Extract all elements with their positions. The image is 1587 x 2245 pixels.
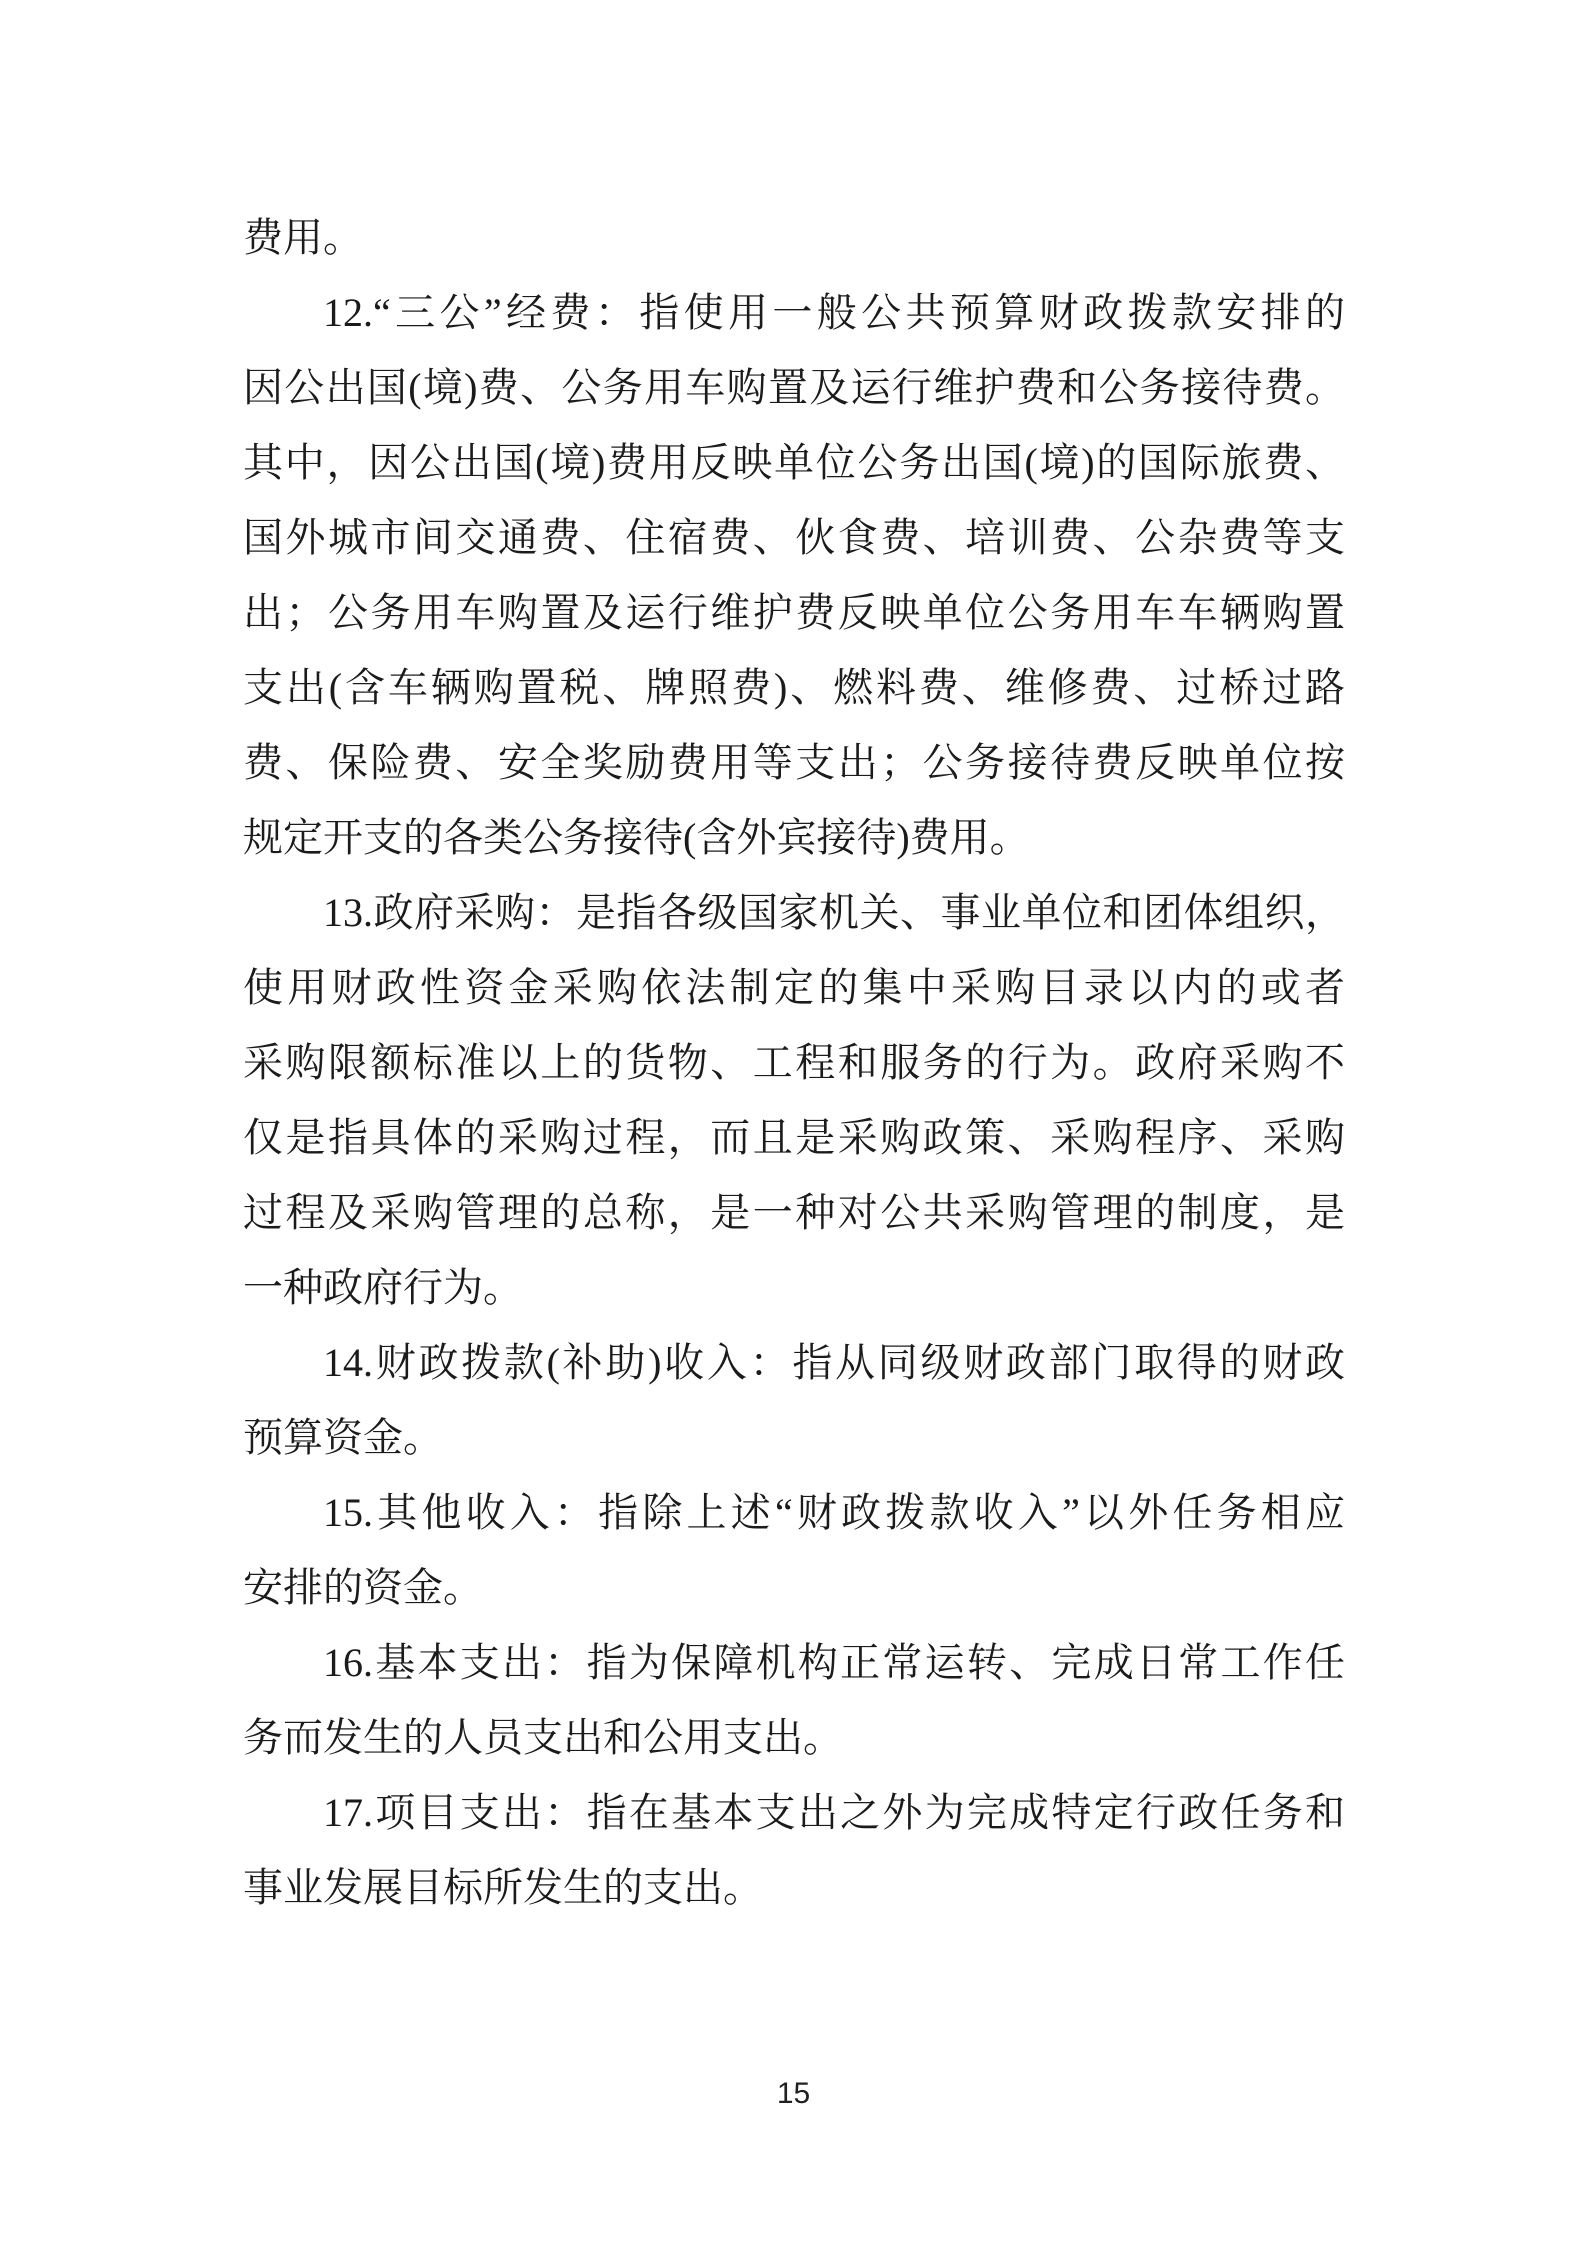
text-line: 因公出国(境)费、公务用车购置及运行维护费和公务接待费。 <box>243 365 1345 410</box>
text-line: 其中，因公出国(境)费用反映单位公务出国(境)的国际旅费、 <box>243 440 1345 485</box>
document-body <box>243 200 1345 1925</box>
text-line: 过程及采购管理的总称，是一种对公共采购管理的制度，是 <box>243 1190 1345 1235</box>
text-line: 采购限额标准以上的货物、工程和服务的行为。政府采购不 <box>243 1040 1345 1085</box>
text-line: 出；公务用车购置及运行维护费反映单位公务用车车辆购置 <box>243 590 1345 635</box>
text-line: 15.其他收入：指除上述“财政拨款收入”以外任务相应 <box>323 1490 1345 1535</box>
text-line: 使用财政性资金采购依法制定的集中采购目录以内的或者 <box>243 965 1345 1010</box>
text-line: 13.政府采购：是指各级国家机关、事业单位和团体组织， <box>323 890 1345 935</box>
text-line: 安排的资金。 <box>243 1565 483 1610</box>
text-line: 12.“三公”经费：指使用一般公共预算财政拨款安排的 <box>323 290 1345 335</box>
text-line: 16.基本支出：指为保障机构正常运转、完成日常工作任 <box>323 1640 1345 1685</box>
text-line: 17.项目支出：指在基本支出之外为完成特定行政任务和 <box>323 1790 1345 1835</box>
text-line: 规定开支的各类公务接待(含外宾接待)费用。 <box>243 815 1030 860</box>
text-line: 务而发生的人员支出和公用支出。 <box>243 1715 843 1760</box>
text-line: 支出(含车辆购置税、牌照费)、燃料费、维修费、过桥过路 <box>243 665 1345 710</box>
text-line: 预算资金。 <box>243 1415 443 1460</box>
text-line: 国外城市间交通费、住宿费、伙食费、培训费、公杂费等支 <box>243 515 1345 560</box>
text-line: 事业发展目标所发生的支出。 <box>243 1865 763 1910</box>
text-line: 费、保险费、安全奖励费用等支出；公务接待费反映单位按 <box>243 740 1345 785</box>
text-line: 14.财政拨款(补助)收入：指从同级财政部门取得的财政 <box>323 1340 1345 1385</box>
text-line: 仅是指具体的采购过程，而且是采购政策、采购程序、采购 <box>243 1115 1345 1160</box>
text-line: 费用。 <box>243 215 363 260</box>
page-number: 15 <box>776 2077 811 2110</box>
text-line: 一种政府行为。 <box>243 1265 523 1310</box>
